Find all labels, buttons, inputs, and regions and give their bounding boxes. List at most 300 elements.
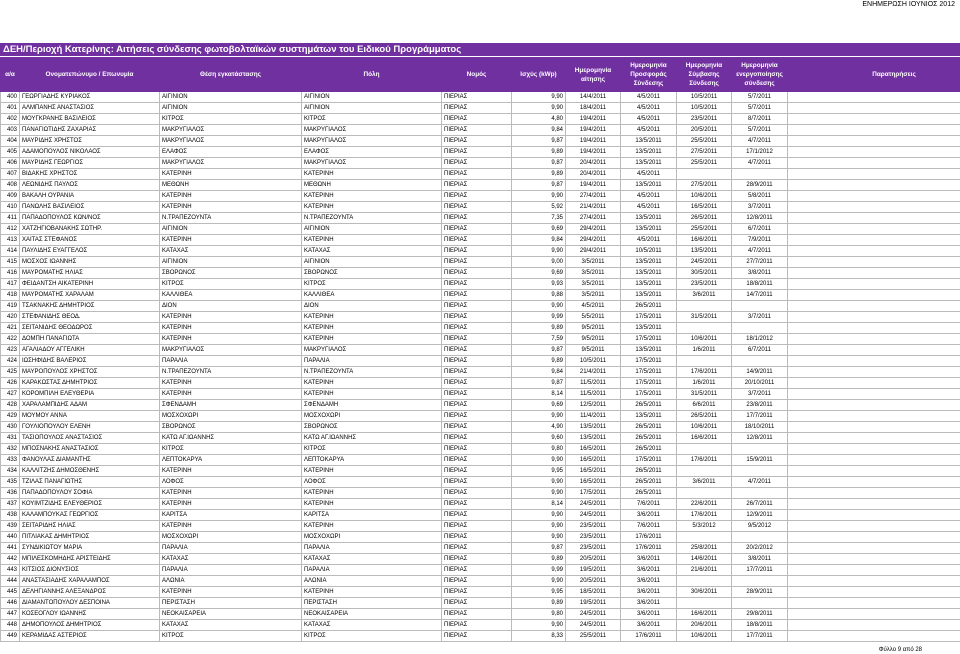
cell-contract-date: 26/5/2011 (677, 213, 732, 224)
cell-application-date: 13/5/2011 (566, 433, 621, 444)
cell-activation-date: 17/1/2012 (732, 147, 788, 158)
cell-offer-date: 13/5/2011 (621, 147, 677, 158)
cell-contract-date: 27/5/2011 (677, 180, 732, 191)
cell-contract-date: 16/5/2011 (677, 202, 732, 213)
cell-prefecture: ΠΙΕΡΙΑΣ (442, 356, 512, 367)
cell-power: 9,90 (512, 301, 566, 312)
cell-location: ΜΑΚΡΥΓΙΑΛΟΣ (160, 136, 302, 147)
col-header-aa: α/α (1, 58, 20, 92)
cell-application-date: 9/5/2011 (566, 345, 621, 356)
table-row (1, 598, 960, 609)
cell-prefecture: ΠΙΕΡΙΑΣ (442, 444, 512, 455)
cell-offer-date: 26/5/2011 (621, 301, 677, 312)
cell-name: ΔΕΛΗΓΙΑΝΝΗΣ ΑΛΕΞΑΝΔΡΟΣ (20, 587, 160, 598)
cell-location: ΠΑΡΑΛΙΑ (160, 543, 302, 554)
col-header-activation-date: Ημερομηνία ενεργοποίησης σύνδεσης (732, 58, 788, 92)
cell-city: ΛΟΦΟΣ (302, 477, 442, 488)
cell-activation-date: 3/7/2011 (732, 389, 788, 400)
cell-aa: 442 (1, 554, 20, 565)
table-row (1, 378, 960, 389)
table-row (1, 301, 960, 312)
cell-application-date: 20/4/2011 (566, 169, 621, 180)
cell-remarks (788, 312, 960, 323)
cell-offer-date: 17/5/2011 (621, 389, 677, 400)
table-row (1, 477, 960, 488)
col-header-application-date: Ημερομηνία αίτησης (566, 58, 621, 92)
cell-location: ΚΙΤΡΟΣ (160, 114, 302, 125)
cell-contract-date (677, 301, 732, 312)
cell-prefecture: ΠΙΕΡΙΑΣ (442, 400, 512, 411)
cell-city: ΚΑΤΑΧΑΣ (302, 554, 442, 565)
cell-activation-date (732, 488, 788, 499)
cell-offer-date: 4/5/2011 (621, 114, 677, 125)
col-header-power: Ισχύς (kWp) (512, 58, 566, 92)
cell-power: 9,90 (512, 532, 566, 543)
table-row (1, 488, 960, 499)
cell-activation-date: 14/9/2011 (732, 367, 788, 378)
cell-prefecture: ΠΙΕΡΙΑΣ (442, 136, 512, 147)
cell-activation-date: 3/8/2011 (732, 268, 788, 279)
cell-city: ΠΑΡΑΛΙΑ (302, 356, 442, 367)
cell-prefecture: ΠΙΕΡΙΑΣ (442, 125, 512, 136)
cell-name: ΤΑΣΙΟΠΟΥΛΟΣ ΑΝΑΣΤΑΣΙΟΣ (20, 433, 160, 444)
table-row (1, 510, 960, 521)
cell-name: ΠΑΠΑΔΟΠΟΥΛΟΣ ΚΩΝ/ΝΟΣ (20, 213, 160, 224)
cell-contract-date: 10/6/2011 (677, 631, 732, 642)
col-header-contract-date: Ημερομηνία Σύμβασης Σύνδεσης (677, 58, 732, 92)
cell-name: ΧΑΙΤΑΣ ΣΤΕΦΑΝΟΣ (20, 235, 160, 246)
cell-location: ΚΑΤΑΧΑΣ (160, 554, 302, 565)
cell-name: ΣΕΙΤΑΡΙΔΗΣ ΗΛΙΑΣ (20, 521, 160, 532)
cell-city: Ν.ΤΡΑΠΕΖΟΥΝΤΑ (302, 367, 442, 378)
cell-city: ΠΑΡΑΛΙΑ (302, 565, 442, 576)
cell-prefecture: ΠΙΕΡΙΑΣ (442, 378, 512, 389)
cell-location: ΑΛΩΝΙΑ (160, 576, 302, 587)
cell-contract-date (677, 598, 732, 609)
cell-activation-date: 6/7/2011 (732, 345, 788, 356)
cell-remarks (788, 224, 960, 235)
cell-city: ΔΙΟΝ (302, 301, 442, 312)
update-date: ΕΝΗΜΕΡΩΣΗ ΙΟΥΝΙΟΣ 2012 (862, 1, 955, 8)
cell-contract-date: 10/6/2011 (677, 422, 732, 433)
cell-name: ΙΩΣΗΦΙΔΗΣ ΒΑΛΕΡΙΟΣ (20, 356, 160, 367)
cell-application-date: 13/5/2011 (566, 422, 621, 433)
cell-city: ΑΙΓΙΝΙΟΝ (302, 103, 442, 114)
cell-name: ΠΙΤΛΙΑΚΑΣ ΔΗΜΗΤΡΙΟΣ (20, 532, 160, 543)
cell-application-date: 21/4/2011 (566, 367, 621, 378)
cell-remarks (788, 323, 960, 334)
cell-location: ΜΑΚΡΥΓΙΑΛΟΣ (160, 125, 302, 136)
table-row (1, 576, 960, 587)
cell-offer-date: 26/5/2011 (621, 433, 677, 444)
cell-name: ΠΑΠΑΔΟΠΟΥΛΟΥ ΣΟΦΙΑ (20, 488, 160, 499)
cell-offer-date: 17/5/2011 (621, 455, 677, 466)
cell-aa: 427 (1, 389, 20, 400)
cell-name: ΧΑΡΑΛΑΜΠΙΔΗΣ ΑΔΑΜ (20, 400, 160, 411)
cell-power: 9,93 (512, 279, 566, 290)
cell-offer-date: 10/5/2011 (621, 246, 677, 257)
cell-power: 9,69 (512, 400, 566, 411)
cell-offer-date: 17/5/2011 (621, 334, 677, 345)
cell-location: ΑΙΓΙΝΙΟΝ (160, 103, 302, 114)
cell-activation-date: 17/7/2011 (732, 411, 788, 422)
table-row (1, 136, 960, 147)
cell-contract-date: 1/6/2011 (677, 378, 732, 389)
cell-location: Ν.ΤΡΑΠΕΖΟΥΝΤΑ (160, 367, 302, 378)
cell-aa: 424 (1, 356, 20, 367)
table-row (1, 543, 960, 554)
cell-remarks (788, 565, 960, 576)
cell-offer-date: 13/5/2011 (621, 345, 677, 356)
cell-aa: 416 (1, 268, 20, 279)
table-row (1, 422, 960, 433)
cell-aa: 403 (1, 125, 20, 136)
cell-city: ΜΑΚΡΥΓΙΑΛΟΣ (302, 345, 442, 356)
cell-location: ΜΑΚΡΥΓΙΑΛΟΣ (160, 158, 302, 169)
cell-location: Ν.ΤΡΑΠΕΖΟΥΝΤΑ (160, 213, 302, 224)
cell-application-date: 19/4/2011 (566, 180, 621, 191)
cell-application-date: 12/5/2011 (566, 400, 621, 411)
cell-application-date: 14/4/2011 (566, 92, 621, 103)
cell-city: ΚΑΛΛΙΘΕΑ (302, 290, 442, 301)
table-row (1, 257, 960, 268)
cell-remarks (788, 257, 960, 268)
cell-application-date: 11/4/2011 (566, 411, 621, 422)
cell-activation-date: 28/9/2011 (732, 180, 788, 191)
cell-location: ΚΑΤΑΧΑΣ (160, 246, 302, 257)
cell-location: ΑΙΓΙΝΙΟΝ (160, 224, 302, 235)
cell-name: ΜΟΥΓΚΡΑΝΗΣ ΒΑΣΙΛΕΙΟΣ (20, 114, 160, 125)
cell-offer-date: 26/5/2011 (621, 466, 677, 477)
cell-remarks (788, 554, 960, 565)
cell-activation-date: 18/10/2011 (732, 422, 788, 433)
cell-aa: 441 (1, 543, 20, 554)
cell-city: ΚΑΤΕΡΙΝΗ (302, 499, 442, 510)
cell-city: ΣΦΕΝΔΑΜΗ (302, 400, 442, 411)
cell-city: ΚΑΤΕΡΙΝΗ (302, 488, 442, 499)
cell-name: ΣΕΙΤΑΝΙΔΗΣ ΘΕΟΔΩΡΟΣ (20, 323, 160, 334)
table-row (1, 323, 960, 334)
cell-prefecture: ΠΙΕΡΙΑΣ (442, 312, 512, 323)
cell-name: ΔΗΜΟΠΟΥΛΟΣ ΔΗΜΗΤΡΙΟΣ (20, 620, 160, 631)
cell-activation-date: 3/7/2011 (732, 202, 788, 213)
table-row (1, 246, 960, 257)
cell-location: ΚΙΤΡΟΣ (160, 631, 302, 642)
cell-city: ΑΙΓΙΝΙΟΝ (302, 224, 442, 235)
cell-name: ΔΟΜΠΗ ΠΑΝΑΓΙΩΤΑ (20, 334, 160, 345)
table-row (1, 180, 960, 191)
cell-city: ΑΙΓΙΝΙΟΝ (302, 92, 442, 103)
cell-offer-date: 26/5/2011 (621, 400, 677, 411)
cell-power: 9,84 (512, 367, 566, 378)
cell-power: 8,33 (512, 631, 566, 642)
cell-application-date: 16/5/2011 (566, 444, 621, 455)
table-row (1, 455, 960, 466)
cell-aa: 429 (1, 411, 20, 422)
cell-location: ΚΑΤΕΡΙΝΗ (160, 499, 302, 510)
cell-prefecture: ΠΙΕΡΙΑΣ (442, 455, 512, 466)
cell-contract-date: 20/6/2011 (677, 620, 732, 631)
cell-contract-date: 10/5/2011 (677, 103, 732, 114)
cell-activation-date (732, 598, 788, 609)
cell-remarks (788, 114, 960, 125)
cell-prefecture: ΠΙΕΡΙΑΣ (442, 235, 512, 246)
table-row (1, 125, 960, 136)
cell-aa: 417 (1, 279, 20, 290)
table-row (1, 554, 960, 565)
cell-contract-date: 16/6/2011 (677, 433, 732, 444)
cell-city: ΚΙΤΡΟΣ (302, 631, 442, 642)
cell-city: ΚΙΤΡΟΣ (302, 444, 442, 455)
cell-remarks (788, 103, 960, 114)
cell-aa: 402 (1, 114, 20, 125)
cell-power: 9,89 (512, 147, 566, 158)
table-header-row (1, 58, 960, 92)
cell-application-date: 18/5/2011 (566, 587, 621, 598)
cell-location: ΚΑΤΕΡΙΝΗ (160, 378, 302, 389)
cell-offer-date: 13/5/2011 (621, 136, 677, 147)
cell-prefecture: ΠΙΕΡΙΑΣ (442, 202, 512, 213)
cell-city: ΜΑΚΡΥΓΙΑΛΟΣ (302, 125, 442, 136)
cell-prefecture: ΠΙΕΡΙΑΣ (442, 103, 512, 114)
cell-prefecture: ΠΙΕΡΙΑΣ (442, 587, 512, 598)
cell-contract-date: 13/5/2011 (677, 246, 732, 257)
cell-name: ΠΑΥΛΙΔΗΣ ΕΥΑΓΓΕΛΟΣ (20, 246, 160, 257)
cell-power: 9,84 (512, 235, 566, 246)
cell-aa: 414 (1, 246, 20, 257)
cell-offer-date: 17/5/2011 (621, 367, 677, 378)
cell-aa: 425 (1, 367, 20, 378)
cell-power: 8,14 (512, 499, 566, 510)
cell-application-date: 23/5/2011 (566, 543, 621, 554)
cell-contract-date: 20/5/2011 (677, 125, 732, 136)
cell-aa: 401 (1, 103, 20, 114)
cell-name: ΜΟΥΜΟΥ ΑΝΝΑ (20, 411, 160, 422)
table-row (1, 103, 960, 114)
cell-activation-date: 14/7/2011 (732, 290, 788, 301)
cell-activation-date (732, 356, 788, 367)
cell-prefecture: ΠΙΕΡΙΑΣ (442, 114, 512, 125)
cell-aa: 422 (1, 334, 20, 345)
cell-activation-date: 12/8/2011 (732, 433, 788, 444)
cell-prefecture: ΠΙΕΡΙΑΣ (442, 389, 512, 400)
cell-aa: 434 (1, 466, 20, 477)
table-row (1, 158, 960, 169)
cell-location: ΚΑΤΕΡΙΝΗ (160, 202, 302, 213)
cell-power: 9,90 (512, 576, 566, 587)
cell-aa: 410 (1, 202, 20, 213)
cell-city: ΚΑΤΕΡΙΝΗ (302, 169, 442, 180)
cell-activation-date: 20/10/2011 (732, 378, 788, 389)
cell-power: 9,99 (512, 312, 566, 323)
cell-aa: 407 (1, 169, 20, 180)
cell-offer-date: 26/5/2011 (621, 477, 677, 488)
cell-offer-date: 3/6/2011 (621, 576, 677, 587)
cell-remarks (788, 587, 960, 598)
cell-remarks (788, 609, 960, 620)
cell-aa: 420 (1, 312, 20, 323)
cell-activation-date: 28/9/2011 (732, 587, 788, 598)
cell-power: 9,90 (512, 411, 566, 422)
cell-location: ΑΙΓΙΝΙΟΝ (160, 92, 302, 103)
cell-location: ΚΑΤΕΡΙΝΗ (160, 521, 302, 532)
col-header-city: Πόλη (302, 58, 442, 92)
cell-prefecture: ΠΙΕΡΙΑΣ (442, 334, 512, 345)
cell-activation-date: 4/7/2011 (732, 246, 788, 257)
cell-aa: 446 (1, 598, 20, 609)
table-row (1, 279, 960, 290)
cell-location: ΚΑΤΕΡΙΝΗ (160, 334, 302, 345)
cell-activation-date (732, 532, 788, 543)
cell-remarks (788, 598, 960, 609)
cell-city: ΚΑΤΕΡΙΝΗ (302, 191, 442, 202)
cell-name: ΚΙΤΣΙΟΣ ΔΙΟΝΥΣΙΟΣ (20, 565, 160, 576)
cell-power: 9,69 (512, 224, 566, 235)
cell-activation-date: 17/7/2011 (732, 631, 788, 642)
cell-name: ΔΙΑΜΑΝΤΟΠΟΥΛΟΥ ΔΕΣΠΟΙΝΑ (20, 598, 160, 609)
cell-prefecture: ΠΙΕΡΙΑΣ (442, 279, 512, 290)
table-row (1, 400, 960, 411)
cell-offer-date: 4/5/2011 (621, 169, 677, 180)
cell-power: 5,92 (512, 202, 566, 213)
cell-application-date: 20/4/2011 (566, 158, 621, 169)
cell-contract-date: 16/6/2011 (677, 609, 732, 620)
cell-power: 9,89 (512, 356, 566, 367)
cell-remarks (788, 499, 960, 510)
cell-name: ΜΑΥΡΟΜΑΤΗΣ ΗΛΙΑΣ (20, 268, 160, 279)
cell-prefecture: ΠΙΕΡΙΑΣ (442, 411, 512, 422)
cell-location: ΚΑΤΕΡΙΝΗ (160, 389, 302, 400)
cell-city: ΚΑΤΕΡΙΝΗ (302, 389, 442, 400)
cell-location: ΚΑΤΕΡΙΝΗ (160, 488, 302, 499)
cell-power: 9,90 (512, 510, 566, 521)
cell-aa: 405 (1, 147, 20, 158)
cell-location: ΚΑΡΙΤΣΑ (160, 510, 302, 521)
cell-activation-date: 27/7/2011 (732, 257, 788, 268)
cell-application-date: 10/5/2011 (566, 356, 621, 367)
cell-contract-date: 10/6/2011 (677, 334, 732, 345)
cell-remarks (788, 213, 960, 224)
table-row (1, 466, 960, 477)
cell-offer-date: 7/6/2011 (621, 521, 677, 532)
cell-power: 9,89 (512, 169, 566, 180)
cell-location: ΜΕΘΩΝΗ (160, 180, 302, 191)
cell-name: ΚΑΡΑΚΩΣΤΑΣ ΔΗΜΗΤΡΙΟΣ (20, 378, 160, 389)
cell-remarks (788, 444, 960, 455)
cell-application-date: 3/5/2011 (566, 268, 621, 279)
table-row (1, 620, 960, 631)
cell-offer-date: 17/6/2011 (621, 543, 677, 554)
cell-application-date: 3/5/2011 (566, 257, 621, 268)
table-row (1, 235, 960, 246)
cell-application-date: 4/5/2011 (566, 301, 621, 312)
cell-prefecture: ΠΙΕΡΙΑΣ (442, 499, 512, 510)
cell-name: ΑΝΑΣΤΑΣΙΑΔΗΣ ΧΑΡΑΛΑΜΠΟΣ (20, 576, 160, 587)
cell-city: ΝΕΟΚΑΙΣΑΡΕΙΑ (302, 609, 442, 620)
cell-city: ΠΑΡΑΛΙΑ (302, 543, 442, 554)
cell-aa: 440 (1, 532, 20, 543)
cell-aa: 400 (1, 92, 20, 103)
cell-prefecture: ΠΙΕΡΙΑΣ (442, 268, 512, 279)
cell-name: ΣΥΝΔΙΚΙΩΤΟΥ ΜΑΡΙΑ (20, 543, 160, 554)
cell-contract-date: 6/6/2011 (677, 400, 732, 411)
cell-power: 9,95 (512, 587, 566, 598)
table-row (1, 345, 960, 356)
cell-application-date: 11/5/2011 (566, 389, 621, 400)
cell-application-date: 3/5/2011 (566, 290, 621, 301)
cell-name: ΤΖΙΛΑΣ ΠΑΝΑΓΙΩΤΗΣ (20, 477, 160, 488)
table-row (1, 356, 960, 367)
cell-remarks (788, 125, 960, 136)
cell-name: ΒΙΔΑΚΗΣ ΧΡΗΣΤΟΣ (20, 169, 160, 180)
cell-city: Ν.ΤΡΑΠΕΖΟΥΝΤΑ (302, 213, 442, 224)
cell-contract-date: 31/5/2011 (677, 389, 732, 400)
cell-prefecture: ΠΙΕΡΙΑΣ (442, 92, 512, 103)
cell-prefecture: ΠΙΕΡΙΑΣ (442, 191, 512, 202)
cell-application-date: 16/5/2011 (566, 477, 621, 488)
cell-aa: 412 (1, 224, 20, 235)
cell-application-date: 19/4/2011 (566, 147, 621, 158)
cell-remarks (788, 488, 960, 499)
col-header-location: Θέση εγκατάστασης (160, 58, 302, 92)
cell-application-date: 29/4/2011 (566, 246, 621, 257)
cell-aa: 430 (1, 422, 20, 433)
cell-aa: 436 (1, 488, 20, 499)
cell-city: ΕΛΑΦΟΣ (302, 147, 442, 158)
cell-offer-date: 3/6/2011 (621, 587, 677, 598)
cell-city: ΠΕΡΙΣΤΑΣΗ (302, 598, 442, 609)
cell-name: ΣΤΕΦΑΝΙΔΗΣ ΘΕΟΔ. (20, 312, 160, 323)
cell-activation-date (732, 169, 788, 180)
cell-application-date: 23/5/2011 (566, 521, 621, 532)
cell-aa: 445 (1, 587, 20, 598)
cell-contract-date (677, 488, 732, 499)
cell-city: ΚΑΤΕΡΙΝΗ (302, 202, 442, 213)
cell-aa: 432 (1, 444, 20, 455)
cell-city: ΛΕΠΤΟΚΑΡΥΑ (302, 455, 442, 466)
cell-application-date: 25/5/2011 (566, 631, 621, 642)
table-row (1, 587, 960, 598)
cell-contract-date: 25/5/2011 (677, 224, 732, 235)
col-header-offer-date: Ημερομηνία Προσφοράς Σύνδεσης (621, 58, 677, 92)
cell-remarks (788, 532, 960, 543)
cell-city: ΜΑΚΡΥΓΙΑΛΟΣ (302, 136, 442, 147)
cell-contract-date: 3/6/2011 (677, 290, 732, 301)
cell-activation-date: 5/8/2011 (732, 191, 788, 202)
cell-prefecture: ΠΙΕΡΙΑΣ (442, 466, 512, 477)
cell-power: 4,80 (512, 114, 566, 125)
cell-name: ΚΑΛΛΙΤΖΗΣ ΔΗΜΟΣΘΕΝΗΣ (20, 466, 160, 477)
cell-name: ΓΕΩΡΓΙΑΔΗΣ ΚΥΡΙΑΚΟΣ (20, 92, 160, 103)
cell-contract-date (677, 576, 732, 587)
cell-power: 9,90 (512, 521, 566, 532)
cell-aa: 447 (1, 609, 20, 620)
cell-application-date: 27/4/2011 (566, 213, 621, 224)
cell-activation-date: 17/7/2011 (732, 565, 788, 576)
cell-prefecture: ΠΙΕΡΙΑΣ (442, 323, 512, 334)
cell-power: 7,35 (512, 213, 566, 224)
cell-aa: 419 (1, 301, 20, 312)
cell-city: ΚΑΤΕΡΙΝΗ (302, 587, 442, 598)
cell-offer-date: 4/5/2011 (621, 125, 677, 136)
cell-activation-date: 9/5/2012 (732, 521, 788, 532)
cell-contract-date: 24/5/2011 (677, 257, 732, 268)
cell-application-date: 20/5/2011 (566, 554, 621, 565)
cell-contract-date: 17/6/2011 (677, 510, 732, 521)
cell-power: 9,87 (512, 345, 566, 356)
cell-name: ΦΑΝΟΥΛΑΣ ΔΙΑΜΑΝΤΗΣ (20, 455, 160, 466)
cell-power: 9,87 (512, 158, 566, 169)
